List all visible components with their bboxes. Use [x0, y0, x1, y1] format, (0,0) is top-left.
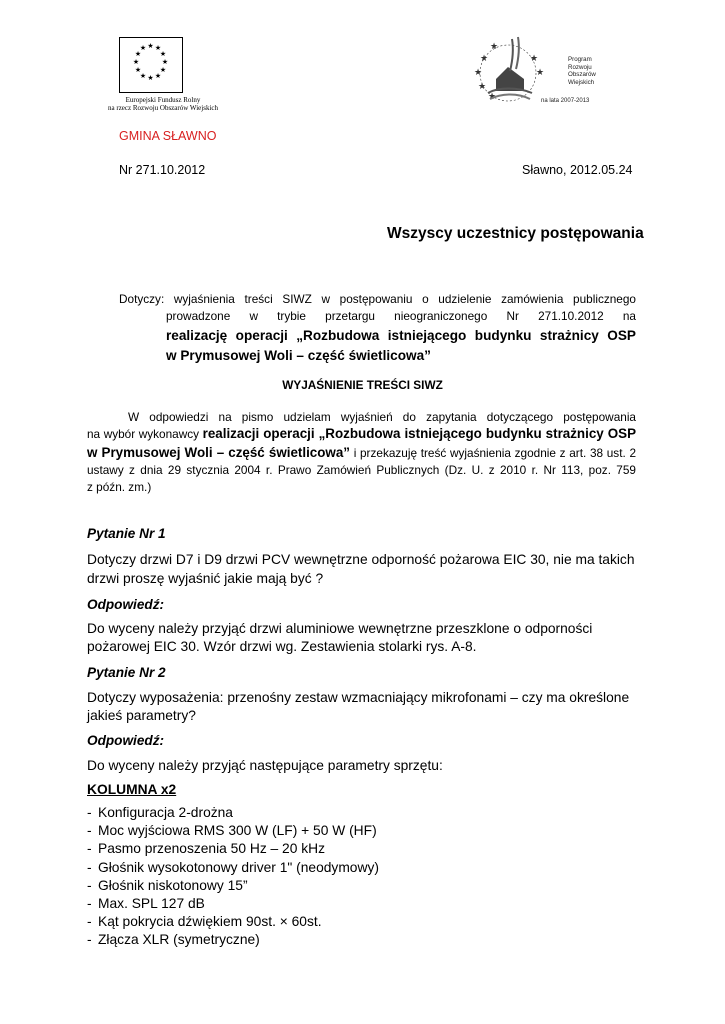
document-heading: WYJAŚNIENIE TREŚCI SIWZ	[282, 378, 443, 392]
regarding-subject-line1: realizację operacji „Rozbudowa istniejącego budynku strażnicy OSP	[166, 328, 636, 343]
svg-text:★: ★	[474, 67, 483, 77]
regarding-subject-line2: w Prymusowej Woli – część świetlicowa”	[166, 348, 431, 363]
eu-flag-logo	[119, 37, 183, 93]
spec-item-text: Konfiguracja 2-drożna	[98, 805, 233, 820]
spec-item: - Max. SPL 127 dB	[87, 896, 205, 912]
prow-text-line4: Wiejskich	[568, 78, 595, 86]
svg-text:★: ★	[159, 67, 167, 74]
spec-list	[87, 804, 379, 950]
svg-text:★: ★	[134, 67, 142, 74]
spec-item-text: Kąt pokrycia dźwiękiem 90st. × 60st.	[98, 914, 322, 930]
intro-line3-plain: i przekazuję treść wyjaśnienia zgodnie z art. 38 ust. 2	[353, 446, 637, 460]
regarding-line2: prowadzone w trybie przetargu nieograniczonego Nr 271.10.2012 na	[166, 309, 636, 323]
spec-item: - Pasmo przenoszenia 50 Hz – 20 kHz	[87, 841, 325, 857]
prow-years: na lata 2007-2013	[541, 98, 590, 104]
svg-text:★: ★	[161, 59, 169, 66]
svg-text:★: ★	[480, 53, 489, 63]
regarding-line1: Dotyczy: wyjaśnienia treści SIWZ w postępowaniu o udzielenie zamówienia publicznego	[119, 292, 636, 306]
svg-text:★: ★	[490, 41, 499, 51]
prow-text-line2: Rozwoju	[568, 63, 592, 71]
spec-item: - Głośnik wysokotonowy driver 1" (neodymowy)	[87, 859, 379, 875]
svg-text:★: ★	[478, 81, 487, 91]
intro-line5: z późn. zm.)	[87, 480, 152, 494]
question-1-line2: drzwi proszę wyjaśnić jakie mają być ?	[87, 571, 324, 586]
prow-text-line1: Program	[568, 56, 592, 63]
kolumna-heading: KOLUMNA x2	[87, 782, 177, 797]
svg-text:★: ★	[139, 73, 147, 80]
svg-text:★: ★	[147, 43, 154, 50]
svg-text:★: ★	[154, 73, 162, 80]
svg-text:★: ★	[134, 51, 142, 58]
answer-1-line2: pożarowej EIC 30. Wzór drzwi wg. Zestawienia stolarki rys. A-8.	[87, 639, 477, 654]
answer-2-line1: Do wyceny należy przyjąć następujące parametry sprzętu:	[87, 758, 443, 773]
addressee: Wszyscy uczestnicy postępowania	[387, 225, 644, 242]
svg-text:★: ★	[488, 91, 497, 101]
spec-item-text: Głośnik wysokotonowy driver 1" (neodymowy)	[98, 859, 379, 875]
spec-item: - Kąt pokrycia dźwiękiem 90st. × 60st.	[87, 914, 322, 930]
spec-item-text: Pasmo przenoszenia 50 Hz – 20 kHz	[98, 841, 325, 857]
answer-2-heading: Odpowiedź:	[87, 733, 165, 748]
svg-text:★: ★	[147, 75, 154, 82]
intro-line2	[87, 426, 636, 442]
spec-item: - Moc wyjściowa RMS 300 W (LF) + 50 W (HF)	[87, 823, 377, 839]
spec-item: - Konfiguracja 2-drożna	[87, 805, 233, 820]
spec-item: - Złącza XLR (symetryczne)	[87, 932, 260, 948]
question-1-heading: Pytanie Nr 1	[87, 526, 166, 541]
question-1-line1: Dotyczy drzwi D7 i D9 drzwi PCV wewnętrzne odporność pożarowa EIC 30, nie ma takich	[87, 552, 635, 567]
svg-text:★: ★	[536, 67, 545, 77]
issuer-name: GMINA SŁAWNO	[119, 129, 217, 143]
spec-item-text: Moc wyjściowa RMS 300 W (LF) + 50 W (HF)	[98, 823, 377, 839]
svg-text:★: ★	[159, 51, 167, 58]
question-2-heading: Pytanie Nr 2	[87, 665, 166, 680]
intro-line3	[87, 445, 636, 461]
intro-line3-bold: w Prymusowej Woli – część świetlicowa”	[87, 445, 350, 460]
eu-caption-line1: Europejski Fundusz Rolny	[125, 96, 201, 104]
question-2-line2: jakieś parametry?	[87, 708, 196, 723]
svg-text:★: ★	[139, 45, 147, 52]
place-date: Sławno, 2012.05.24	[522, 163, 633, 177]
svg-text:★: ★	[154, 45, 162, 52]
svg-text:★: ★	[530, 53, 539, 63]
intro-line1: W odpowiedzi na pismo udzielam wyjaśnień do zapytania dotyczącego postępowania	[128, 410, 636, 424]
question-2-line1: Dotyczy wyposażenia: przenośny zestaw wzmacniający mikrofonami – czy ma określone	[87, 690, 630, 705]
intro-line2-plain: na wybór wykonawcy	[87, 427, 200, 441]
prow-text-line3: Obszarów	[568, 71, 596, 78]
eu-caption-line2: na rzecz Rozwoju Obszarów Wiejskich	[108, 104, 218, 112]
prow-logo-text	[568, 56, 596, 86]
eu-caption	[98, 96, 228, 112]
svg-text:★: ★	[132, 59, 140, 66]
intro-line4: ustawy z dnia 29 stycznia 2004 r. Prawo Zamówień Publicznych (Dz. U. z 2010 r. Nr 113, poz. 759	[87, 463, 636, 477]
spec-item-text: Złącza XLR (symetryczne)	[98, 932, 260, 948]
spec-item: - Głośnik niskotonowy 15”	[87, 877, 248, 893]
answer-1-heading: Odpowiedź:	[87, 597, 165, 612]
intro-line2-bold: realizacji operacji „Rozbudowa istniejącego budynku strażnicy OSP	[202, 426, 637, 441]
spec-item-text: Głośnik niskotonowy 15”	[98, 877, 248, 893]
reference-number: Nr 271.10.2012	[119, 163, 206, 177]
answer-1-line1: Do wyceny należy przyjąć drzwi aluminiowe wewnętrzne przeszklone o odporności	[87, 621, 593, 636]
spec-item-text: Max. SPL 127 dB	[98, 896, 205, 912]
